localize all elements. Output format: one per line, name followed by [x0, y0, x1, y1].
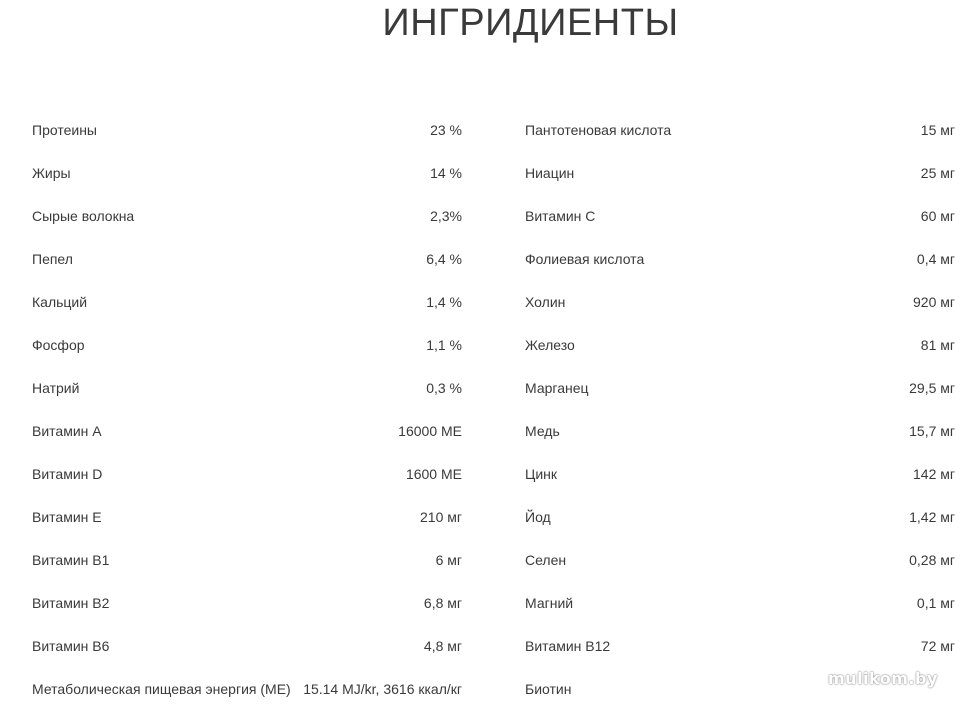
- ingredient-row: [32, 495, 462, 538]
- ingredient-row: [32, 194, 462, 237]
- ingredient-name: Селен: [525, 551, 567, 568]
- ingredient-name: Сырые волокна: [32, 207, 135, 224]
- ingredient-row: [525, 323, 955, 366]
- ingredient-value: 0,28 мг: [909, 551, 955, 568]
- ingredient-value: 2,3%: [430, 207, 462, 224]
- ingredient-row: [32, 538, 462, 581]
- ingredient-name: Фолиевая кислота: [525, 250, 645, 267]
- ingredient-name: Магний: [525, 594, 574, 611]
- ingredient-name: Витамин B1: [32, 551, 110, 568]
- ingredient-value: 1,42 мг: [909, 508, 955, 525]
- ingredient-row: [525, 538, 955, 581]
- ingredient-name: Ниацин: [525, 164, 575, 181]
- ingredient-value: 14 %: [430, 164, 462, 181]
- ingredient-name: Йод: [525, 508, 551, 525]
- ingredient-value: 920 мг: [913, 293, 955, 310]
- ingredient-name: Марганец: [525, 379, 589, 396]
- ingredient-row: [525, 280, 955, 323]
- ingredient-row: [525, 151, 955, 194]
- page-title: ИНГРИДИЕНТЫ: [382, 2, 679, 44]
- ingredient-row: [525, 495, 955, 538]
- ingredient-row: [32, 108, 462, 151]
- ingredient-value: 72 мг: [920, 637, 955, 654]
- ingredient-row: [32, 366, 462, 409]
- ingredient-value: 1,4 %: [426, 293, 462, 310]
- ingredient-value: 29,5 мг: [909, 379, 955, 396]
- ingredient-value: 81 мг: [920, 336, 955, 353]
- ingredient-name: Пантотеновая кислота: [525, 121, 672, 138]
- ingredient-name: Метаболическая пищевая энергия (ME): [32, 680, 291, 697]
- ingredient-name: Витамин A: [32, 422, 102, 439]
- ingredient-value: 25 мг: [920, 164, 955, 181]
- ingredient-name: Медь: [525, 422, 560, 439]
- ingredient-value: 0,3 %: [426, 379, 462, 396]
- ingredient-value: 15,7 мг: [909, 422, 955, 439]
- ingredients-right-column: [525, 108, 955, 710]
- ingredient-name: Витамин D: [32, 465, 103, 482]
- ingredient-name: Биотин: [525, 680, 572, 697]
- ingredient-row: [525, 237, 955, 280]
- watermark: mulikom.by: [828, 669, 938, 688]
- ingredient-name: Протеины: [32, 121, 97, 138]
- ingredient-value: 1,1 %: [426, 336, 462, 353]
- ingredient-name: Кальций: [32, 293, 88, 310]
- ingredient-name: Натрий: [32, 379, 80, 396]
- ingredient-value: 0,1 мг: [916, 594, 955, 611]
- ingredient-row: [525, 194, 955, 237]
- ingredient-row: [32, 581, 462, 624]
- ingredient-row: [525, 108, 955, 151]
- ingredient-name: Холин: [525, 293, 566, 310]
- ingredient-value: 16000 ME: [398, 422, 462, 439]
- ingredient-value: 0,4 мг: [916, 250, 955, 267]
- ingredient-value: 23 %: [430, 121, 462, 138]
- ingredient-row: [32, 280, 462, 323]
- ingredient-value: 210 мг: [420, 508, 462, 525]
- ingredient-row: [32, 452, 462, 495]
- ingredient-value: 1600 ME: [405, 465, 462, 482]
- ingredient-row: [32, 323, 462, 366]
- ingredient-value: 15 мг: [920, 121, 955, 138]
- ingredient-row: [525, 452, 955, 495]
- ingredient-value: 4,8 мг: [423, 637, 462, 654]
- ingredient-row: [32, 151, 462, 194]
- ingredient-name: Витамин B2: [32, 594, 110, 611]
- ingredient-name: Фосфор: [32, 336, 85, 353]
- ingredient-value: 60 мг: [920, 207, 955, 224]
- ingredient-row: [525, 409, 955, 452]
- ingredient-name: Железо: [525, 336, 575, 353]
- ingredients-left-column: [32, 108, 462, 710]
- ingredient-row: [525, 366, 955, 409]
- ingredient-value: 6 мг: [435, 551, 462, 568]
- ingredient-value: 6,4 %: [426, 250, 462, 267]
- ingredient-row: [32, 409, 462, 452]
- ingredient-name: Витамин C: [525, 207, 596, 224]
- ingredient-value: 142 мг: [913, 465, 955, 482]
- ingredient-name: Жиры: [32, 164, 71, 181]
- ingredient-row: [525, 624, 955, 667]
- ingredient-name: Витамин E: [32, 508, 102, 525]
- ingredient-value: 15.14 MJ/kr, 3616 ккал/кг: [303, 680, 462, 697]
- ingredient-name: Пепел: [32, 250, 73, 267]
- ingredient-name: Витамин B6: [32, 637, 110, 654]
- ingredient-row: [525, 581, 955, 624]
- ingredient-name: Витамин B12: [525, 637, 611, 654]
- ingredient-name: Цинк: [525, 465, 558, 482]
- ingredient-row: [32, 237, 462, 280]
- ingredient-value: 6,8 мг: [423, 594, 462, 611]
- ingredient-row: [32, 624, 462, 667]
